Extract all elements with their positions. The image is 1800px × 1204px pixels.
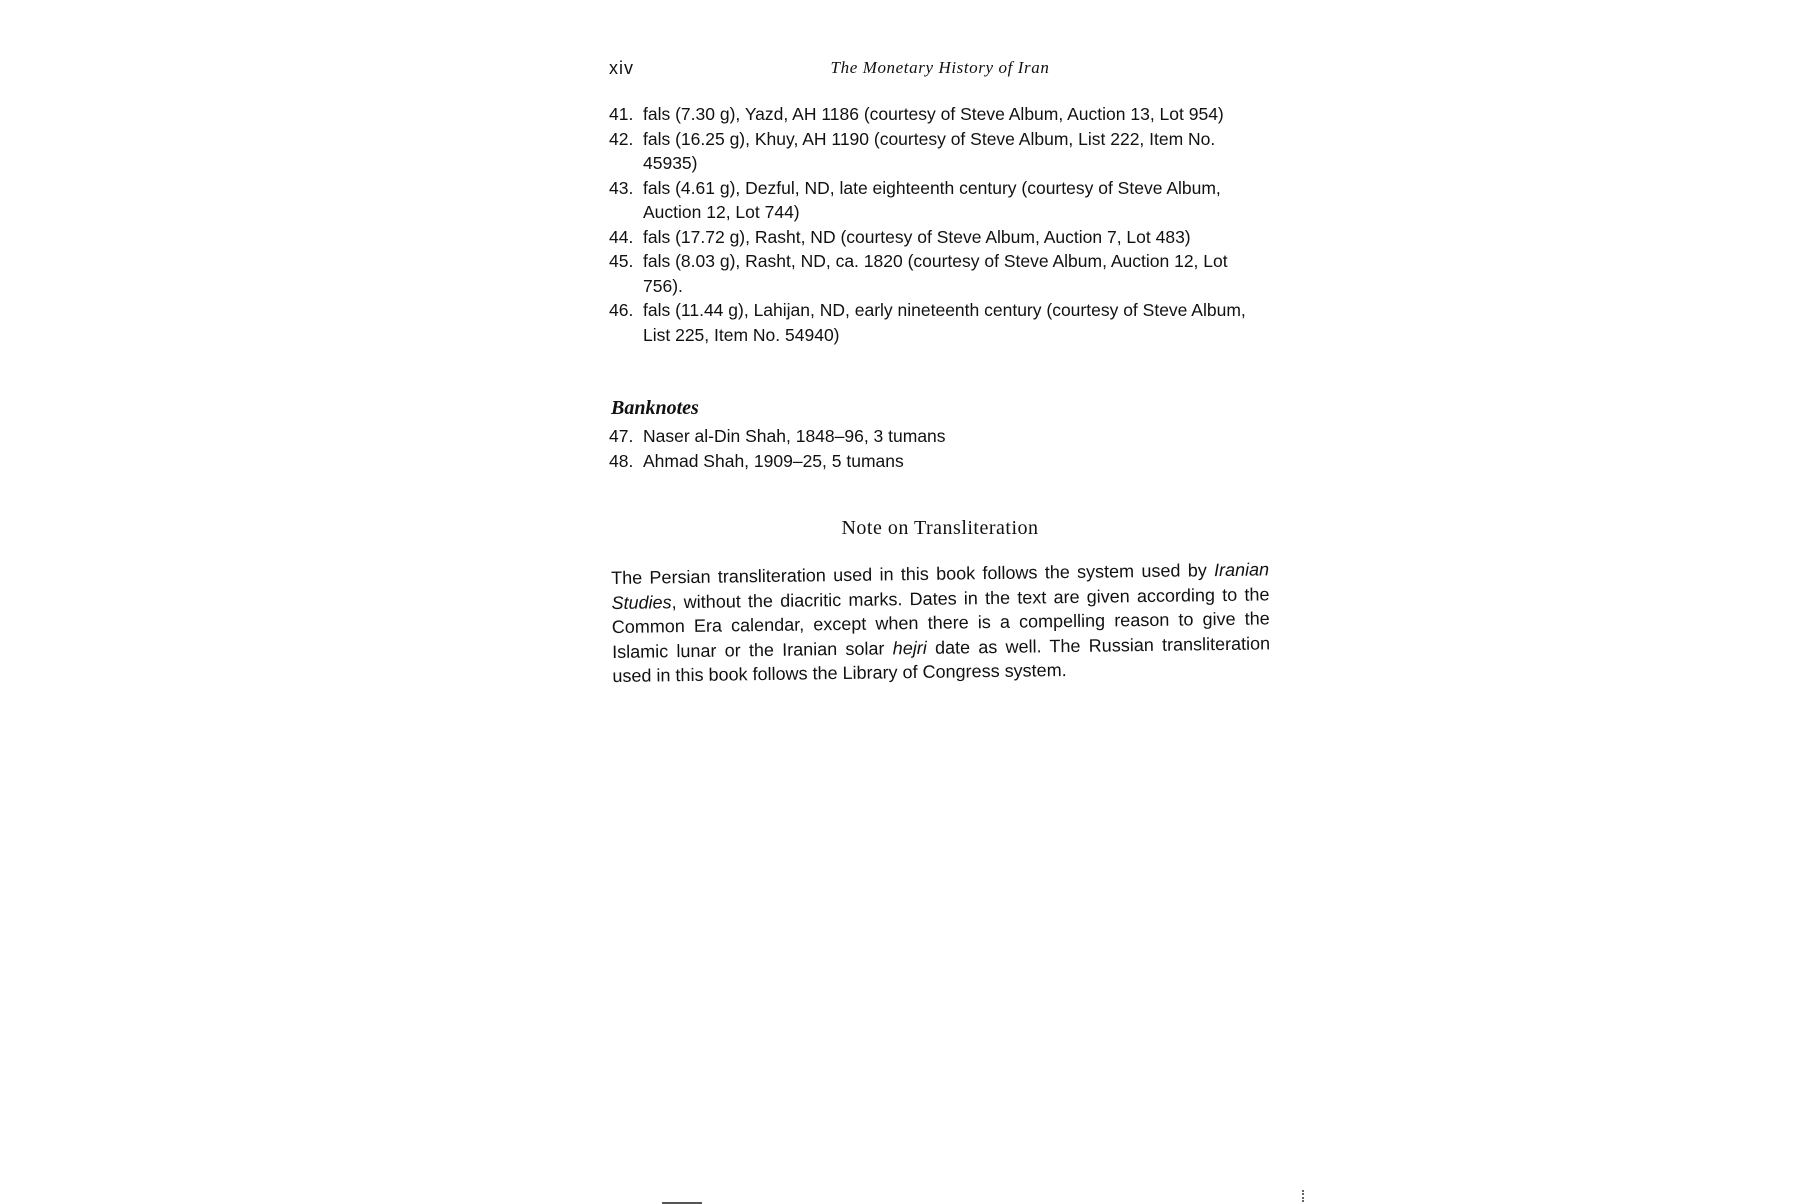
item-number: 46. xyxy=(609,300,634,320)
item-text: Naser al-Din Shah, 1848–96, 3 tumans xyxy=(643,426,946,446)
scan-artifact-dots xyxy=(1302,1190,1310,1202)
list-item xyxy=(609,102,1269,127)
page-number: xiv xyxy=(609,58,634,78)
item-number: 47. xyxy=(609,426,634,446)
list-item xyxy=(609,127,1269,176)
running-title: The Monetary History of Iran xyxy=(830,58,1050,77)
item-number: 41. xyxy=(609,104,634,124)
italic-term: hejri xyxy=(892,637,927,658)
list-item xyxy=(609,298,1269,347)
item-text: fals (17.72 g), Rasht, ND (courtesy of Steve Album, Auction 7, Lot 483) xyxy=(643,226,1191,247)
item-number: 43. xyxy=(609,177,634,198)
list-item xyxy=(609,449,1269,474)
note-text-part: date as well. The Russian transliteration used in this book follows the Library of Congress system. xyxy=(612,632,1271,686)
list-item xyxy=(609,249,1269,298)
item-text: fals (8.03 g), Rasht, ND, ca. 1820 (courtesy of Steve Album, Auction 12, Lot 756). xyxy=(643,251,1228,296)
item-text: Ahmad Shah, 1909–25, 5 tumans xyxy=(643,450,904,471)
journal-title: Iranian Studies xyxy=(611,559,1270,613)
item-number: 42. xyxy=(609,128,634,149)
item-text: fals (7.30 g), Yazd, AH 1186 (courtesy of Steve Album, Auction 13, Lot 954) xyxy=(643,104,1224,124)
coin-illustrations-list xyxy=(600,102,1280,347)
note-text-part: , without the diacritic marks. Dates in the text are given according to the Common Era calendar, except when there is a compelling reason to give the Islamic lunar or the Iranian solar xyxy=(611,583,1270,662)
banknotes-list xyxy=(600,424,1280,473)
note-heading: Note on Transliteration xyxy=(841,517,1039,539)
item-text: fals (16.25 g), Khuy, AH 1190 (courtesy of Steve Album, List 222, Item No. 45935) xyxy=(643,128,1216,173)
note-paragraph xyxy=(611,557,1271,688)
running-head xyxy=(600,40,1280,78)
book-page xyxy=(600,40,1280,1190)
item-number: 48. xyxy=(609,450,634,471)
item-number: 44. xyxy=(609,226,634,247)
item-text: fals (11.44 g), Lahijan, ND, early nineteenth century (courtesy of Steve Album, List 225, Item No. 54940) xyxy=(643,300,1246,345)
note-text-part: The Persian transliteration used in this book follows the system used by xyxy=(611,560,1215,588)
list-item xyxy=(609,225,1269,250)
banknotes-heading: Banknotes xyxy=(611,397,699,419)
item-text: fals (4.61 g), Dezful, ND, late eighteenth century (courtesy of Steve Album, Auction 12, Lot 744) xyxy=(643,177,1221,222)
list-item xyxy=(609,424,1269,449)
list-item xyxy=(609,176,1269,225)
item-number: 45. xyxy=(609,251,634,271)
